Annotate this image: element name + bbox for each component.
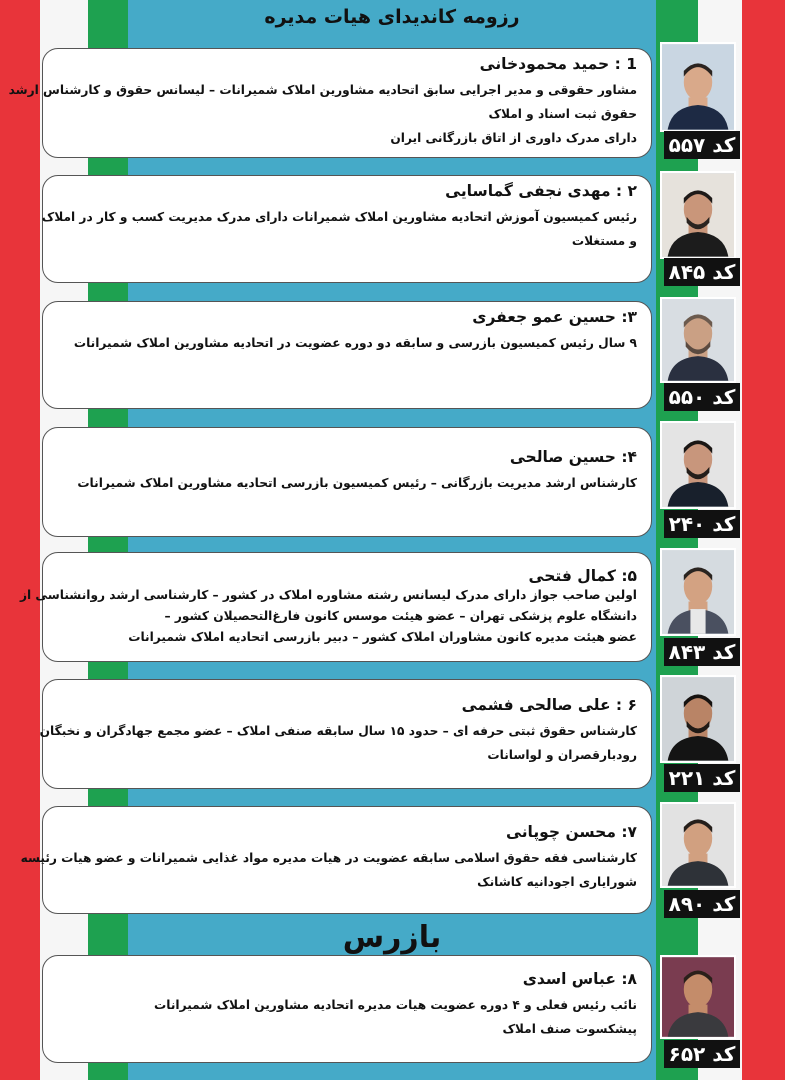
candidate-resume-line: مشاور حقوقی و مدیر اجرایی سابق اتحادیه مشاورین املاک شمیرانات – لیسانس حقوق و کارشناس ارشد [8, 83, 637, 97]
candidate-resume-line: کارشناس ارشد مدیریت بازرگانی – رئیس کمیسیون بازرسی اتحادیه مشاورین املاک شمیرانات [77, 476, 637, 490]
person-portrait-icon [662, 299, 734, 381]
candidate-photo [660, 171, 736, 259]
candidate-resume-line: کارشناسی فقه حقوق اسلامی سابقه عضویت در هیات مدیره مواد غذایی شمیرانات و عضو هیات رئیسه [20, 851, 637, 865]
candidate-name: ۲ : مهدی نجفی گماسایی [445, 182, 637, 200]
person-portrait-icon [662, 804, 734, 886]
candidate-photo [660, 42, 736, 132]
flag-stripe-green-left [88, 0, 128, 1080]
candidate-resume-line: رودبارقصران و لواسانات [487, 748, 637, 762]
candidate-name: ۷: محسن چوپانی [506, 823, 637, 841]
page-title: رزومه کاندیدای هیات مدیره [264, 6, 520, 28]
candidate-resume-line: شورایاری اجودانیه کاشانک [477, 875, 637, 889]
candidate-photo [660, 955, 736, 1039]
candidate-resume-line: دارای مدرک داوری از اتاق بازرگانی ایران [390, 131, 637, 145]
person-portrait-icon [662, 173, 734, 257]
flag-stripe-red-left [0, 0, 40, 1080]
candidate-resume-line: کارشناس حقوق ثبتی حرفه ای – حدود ۱۵ سال سابقه صنفی املاک – عضو مجمع جهادگران و نخبگان [39, 724, 637, 738]
flag-stripe-red-right [742, 0, 785, 1080]
candidate-name: ۳: حسین عمو جعفری [472, 308, 637, 326]
candidate-resume-line: نائب رئیس فعلی و ۴ دوره عضویت هیات مدیره اتحادیه مشاورین املاک شمیرانات [154, 998, 637, 1012]
candidate-resume-line: رئیس کمیسیون آموزش اتحادیه مشاورین املاک شمیرانات دارای مدرک مدیریت کسب و کار در املاک [41, 210, 637, 224]
candidate-resume-line: و مستغلات [571, 234, 637, 248]
flag-stripe-green-right [656, 0, 698, 1080]
candidate-code-badge: کد ۸۴۳ [664, 638, 740, 666]
candidate-code-badge: کد ۸۹۰ [664, 890, 740, 918]
candidate-photo [660, 802, 736, 888]
candidate-card-8 [42, 955, 652, 1063]
candidate-code-badge: کد ۲۲۱ [664, 764, 740, 792]
candidate-resume-line: دانشگاه علوم پزشکی تهران – عضو هیئت موسس کانون فارغ‌التحصیلان کشور – [164, 609, 637, 623]
candidate-card-4 [42, 427, 652, 537]
person-portrait-icon [662, 44, 734, 130]
candidate-code-badge: کد ۵۵۰ [664, 383, 740, 411]
section-heading-inspector: بازرس [342, 920, 442, 955]
candidate-code-badge: کد ۶۵۲ [664, 1040, 740, 1068]
person-portrait-icon [662, 957, 734, 1037]
candidate-card-3 [42, 301, 652, 409]
candidate-code-badge: کد ۵۵۷ [664, 131, 740, 159]
candidate-code-badge: کد ۲۴۰ [664, 510, 740, 538]
candidate-name: ۶ : علی صالحی فشمی [461, 696, 637, 714]
candidate-card-7 [20, 806, 652, 914]
candidate-photo [660, 548, 736, 636]
candidate-photo [660, 297, 736, 383]
candidate-resume-line: پیشکسوت صنف املاک [502, 1022, 637, 1036]
candidate-card-6 [39, 679, 652, 789]
candidate-photo [660, 675, 736, 763]
candidate-resume-line: ۹ سال رئیس کمیسیون بازرسی و سابقه دو دوره عضویت در اتحادیه مشاورین املاک شمیرانات [73, 336, 637, 350]
candidate-card-5 [20, 552, 652, 662]
flag-stripe-white-left [40, 0, 88, 1080]
candidate-name: ۴: حسین صالحی [509, 448, 637, 466]
candidate-name: 1 : حمید محمودخانی [479, 55, 637, 73]
candidate-code-badge: کد ۸۴۵ [664, 258, 740, 286]
candidate-card-2 [42, 175, 652, 283]
candidate-name: ۸: عباس اسدی [522, 970, 637, 988]
candidate-photo [660, 421, 736, 509]
candidate-resume-line: عضو هیئت مدیره کانون مشاوران املاک کشور – دبیر بازرسی اتحادیه املاک شمیرانات [128, 630, 637, 644]
center-panel [128, 0, 656, 1080]
candidate-name: ۵: کمال فتحی [528, 567, 637, 585]
person-portrait-icon [662, 423, 734, 507]
candidate-resume-line: اولین صاحب جواز دارای مدرک لیسانس رشته مشاوره املاک در کشور – کارشناسی ارشد روانشناسی از [20, 588, 637, 602]
person-portrait-icon [662, 550, 734, 634]
flag-stripe-white-right [698, 0, 742, 1080]
person-portrait-icon [662, 677, 734, 761]
candidate-resume-line: حقوق ثبت اسناد و املاک [488, 107, 637, 121]
candidate-card-1 [8, 48, 652, 158]
